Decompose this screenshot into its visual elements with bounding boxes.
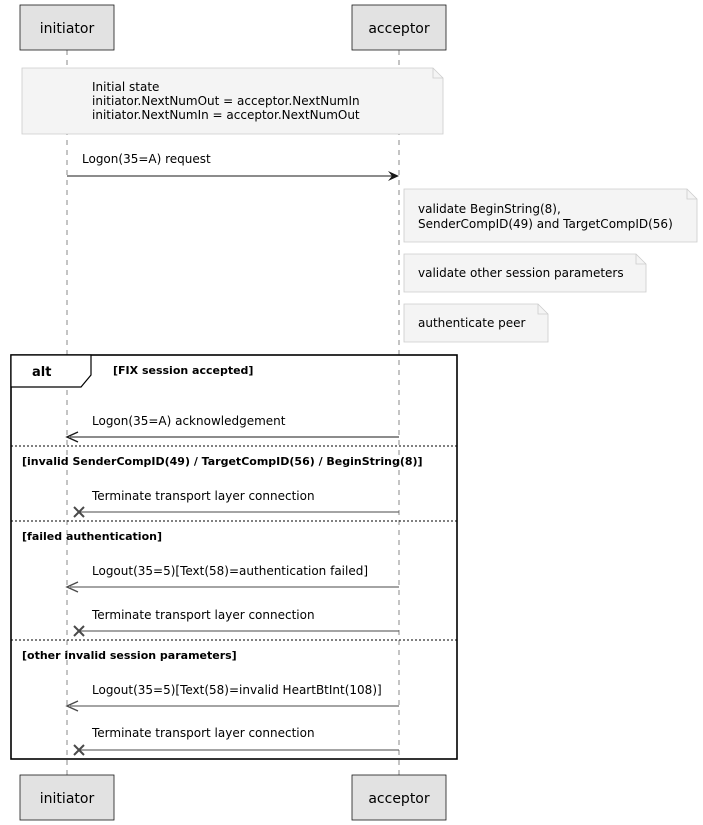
- guard-failed-auth: [failed authentication]: [22, 530, 162, 543]
- participant-acceptor-label: acceptor: [368, 791, 430, 807]
- note-initial-state: [22, 68, 443, 134]
- note-validate-ids-line2: SenderCompID(49) and TargetCompID(56): [418, 217, 673, 231]
- note-initial-state-line1: Initial state: [92, 80, 160, 94]
- message-logout-auth: [67, 564, 399, 592]
- participant-acceptor-bottom: [352, 775, 446, 820]
- note-authenticate-text: authenticate peer: [418, 316, 526, 330]
- message-logout-heartbt: [67, 683, 399, 711]
- participant-initiator-top: [20, 5, 114, 50]
- note-validate-other: [404, 254, 646, 292]
- participant-initiator-label: initiator: [39, 21, 95, 37]
- message-logout-auth-label: Logout(35=5)[Text(58)=authentication failed]: [92, 564, 369, 578]
- message-logon-ack: [67, 414, 399, 442]
- message-logon-request: [67, 152, 399, 181]
- participant-acceptor-top: [352, 5, 446, 50]
- message-terminate-3: [74, 726, 399, 755]
- note-validate-other-text: validate other session parameters: [418, 266, 624, 280]
- note-initial-state-line2: initiator.NextNumOut = acceptor.NextNumIn: [92, 94, 360, 108]
- participant-initiator-label: initiator: [39, 791, 95, 807]
- participant-acceptor-label: acceptor: [368, 21, 430, 37]
- message-terminate-1-label: Terminate transport layer connection: [92, 489, 315, 503]
- participant-initiator-bottom: [20, 775, 114, 820]
- message-logon-request-label: Logon(35=A) request: [82, 152, 211, 166]
- note-validate-ids: [404, 189, 697, 242]
- guard-accepted: [FIX session accepted]: [113, 364, 254, 377]
- guard-invalid-ids: [invalid SenderCompID(49) / TargetCompID(56) / BeginString(8)]: [22, 455, 423, 468]
- guard-other-invalid: [other invalid session parameters]: [22, 649, 237, 662]
- alt-label: alt: [32, 365, 52, 380]
- message-terminate-2: [74, 608, 399, 636]
- note-validate-ids-line1: validate BeginString(8),: [418, 202, 561, 216]
- message-logout-heartbt-label: Logout(35=5)[Text(58)=invalid HeartBtInt(108)]: [92, 683, 382, 697]
- message-logon-ack-label: Logon(35=A) acknowledgement: [92, 414, 286, 428]
- message-terminate-3-label: Terminate transport layer connection: [92, 726, 315, 740]
- message-terminate-2-label: Terminate transport layer connection: [92, 608, 315, 622]
- note-initial-state-line3: initiator.NextNumIn = acceptor.NextNumOut: [92, 108, 360, 122]
- message-terminate-1: [74, 489, 399, 517]
- note-authenticate: [404, 304, 548, 342]
